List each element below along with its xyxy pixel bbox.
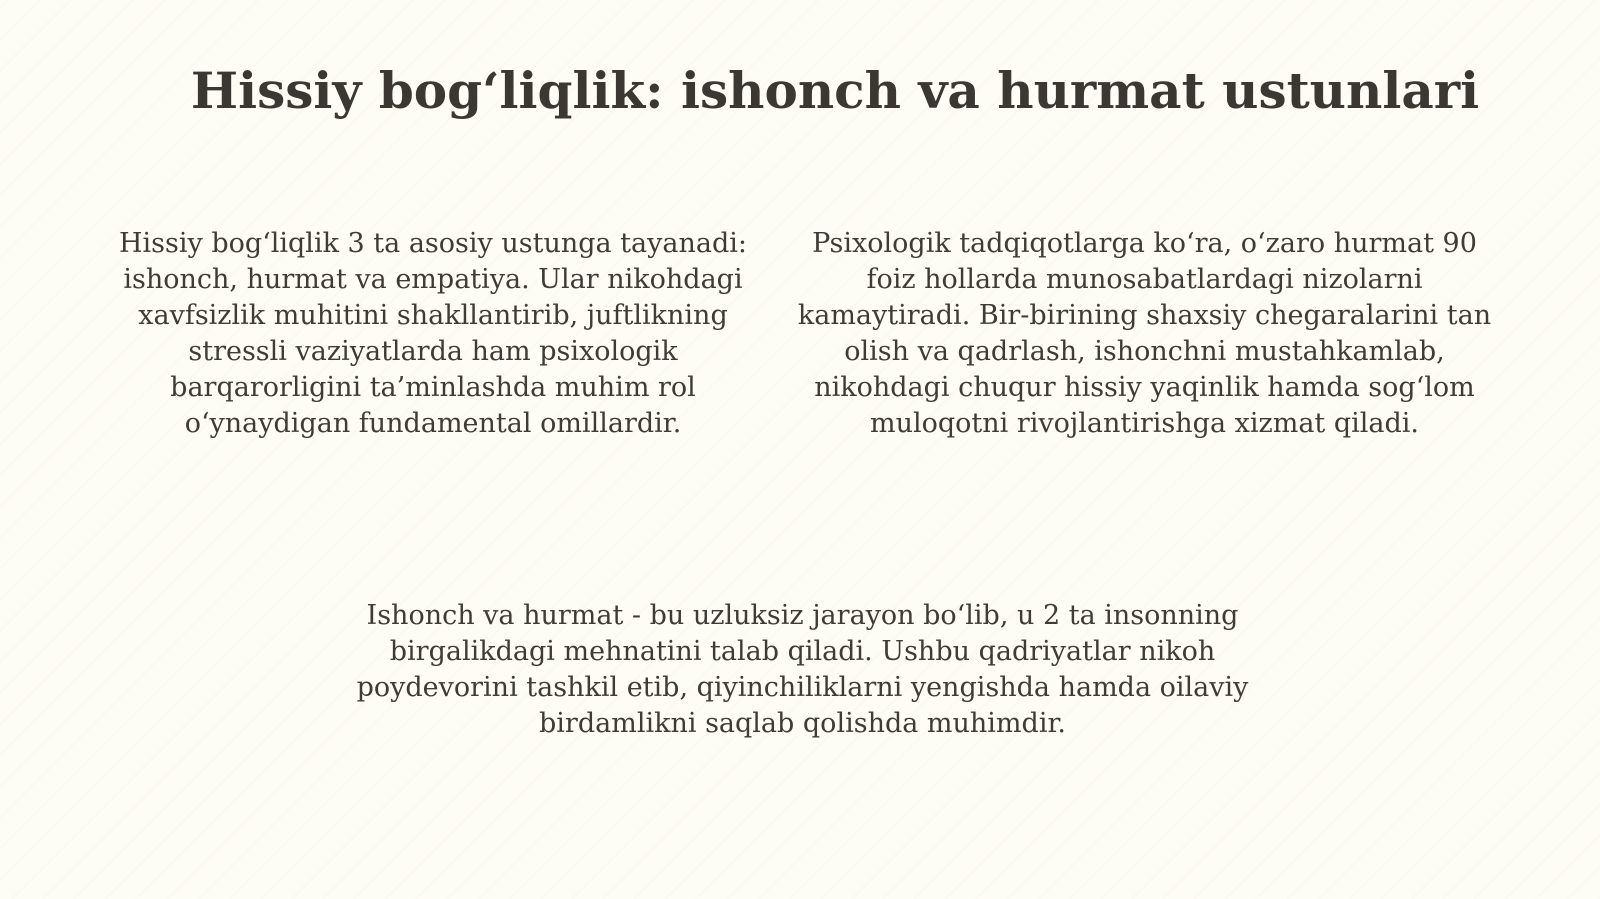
paragraph-right: Psixologik tadqiqotlarga ko‘ra, o‘zaro hurmat 90 foiz hollarda munosabatlardagi nizolarni kamaytiradi. Bir-birining shaxsiy chegaralarini tan olish va qadrlash, ishonchni mustahkamlab, nikohdagi chuqur hissiy yaqinlik hamda sog‘lom muloqotni rivojlantirishga xizmat qiladi. — [797, 228, 1492, 439]
paragraph-bottom: Ishonch va hurmat - bu uzluksiz jarayon bo‘lib, u 2 ta insonning birgalikdagi mehnatini talab qiladi. Ushbu qadriyatlar nikoh poydevorini tashkil etib, qiyinchiliklarni yengishda hamda oilaviy birdamlikni saqlab qolishda muhimdir. — [356, 600, 1249, 739]
slide-title: Hissiy bog‘liqlik: ishonch va hurmat ustunlari — [190, 61, 1480, 120]
paragraph-left: Hissiy bog‘liqlik 3 ta asosiy ustunga tayanadi: ishonch, hurmat va empatiya. Ular nikohdagi xavfsizlik muhitini shakllantirib, juftlikning stressli vaziyatlarda ham psixologik barqarorligini ta’minlashda muhim rol o‘ynaydigan fundamental omillardir. — [118, 228, 747, 439]
